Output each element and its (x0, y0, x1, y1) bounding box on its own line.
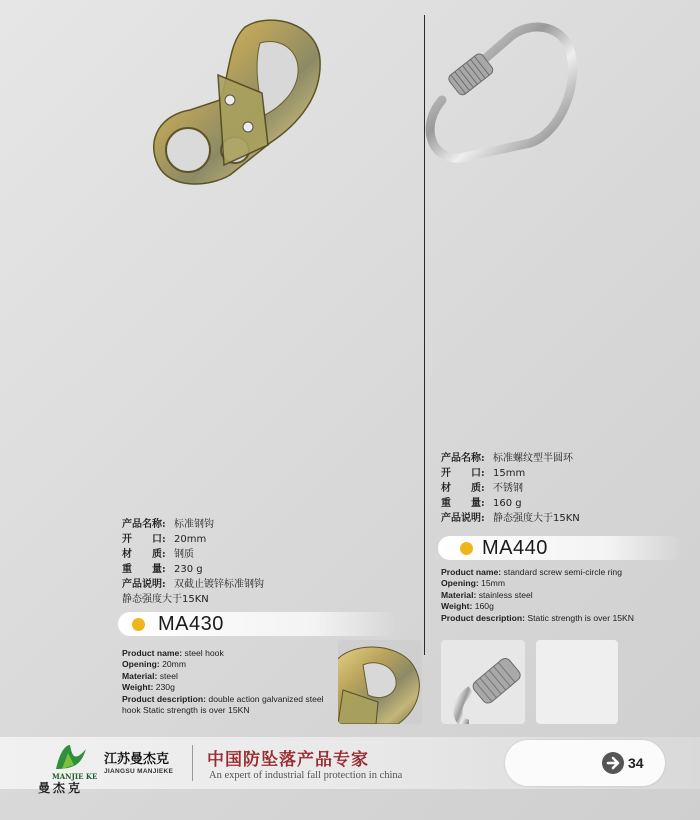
company-en: JIANGSU MANJIEKE (104, 768, 174, 775)
spec-row: 产品名称: 标准螺纹型半圆环 (441, 453, 573, 464)
model-pill-ma430 (118, 612, 398, 636)
model-pill-ma440 (438, 536, 683, 560)
right-cn-specs (441, 451, 681, 526)
arrow-right-icon (602, 752, 624, 774)
footer-band (0, 737, 700, 795)
right-en-specs (441, 567, 686, 624)
page-tab (505, 740, 665, 786)
screw-ring-thumbnail (441, 640, 525, 724)
spec-row: Opening: 15mm (441, 578, 505, 589)
spec-row: 产品说明: 静态强度大于15KN (441, 513, 580, 524)
spec-row: 产品名称: 标准钢钩 (122, 519, 214, 530)
spec-extra: 静态强度大于15KN (122, 594, 209, 605)
company-cn: 江苏曼杰克 (104, 752, 170, 767)
spec-row: Product name: steel hook (122, 648, 224, 658)
slogan-en: An expert of industrial fall protection in china (209, 770, 403, 781)
logo-cn: 曼杰克 (38, 781, 84, 795)
blank-thumbnail (536, 640, 618, 724)
left-cn-specs (122, 517, 382, 607)
logo-en: MANJIE KE (52, 772, 98, 781)
model-label: MA440 (482, 537, 548, 559)
steel-hook-thumbnail (338, 640, 422, 724)
spec-row: 开 口: 15mm (441, 468, 526, 479)
page-number: 34 (628, 755, 644, 771)
left-en-specs (122, 648, 337, 716)
spec-row: 材 质: 钢质 (122, 549, 194, 560)
spec-row: Weight: 160g (441, 601, 494, 612)
bullet-dot-icon (460, 542, 473, 555)
model-label: MA430 (158, 613, 224, 635)
spec-row: Opening: 20mm (122, 659, 186, 670)
spec-row: Material: steel (122, 670, 178, 681)
spec-row: 重 量: 160 g (441, 498, 522, 509)
spec-extra: hook Static strength is over 15KN (122, 705, 250, 716)
spec-row: 开 口: 20mm (122, 534, 207, 545)
screw-ring-image (410, 15, 585, 170)
slogan-cn: 中国防坠落产品专家 (207, 750, 369, 770)
spec-row: 重 量: 230 g (122, 564, 203, 575)
spec-row: Product name: standard screw semi-circle ring (441, 567, 622, 577)
footer-divider (192, 745, 193, 781)
spec-row: Material: stainless steel (441, 589, 533, 600)
spec-row: Weight: 230g (122, 682, 175, 693)
spec-row: 材 质: 不锈钢 (441, 483, 523, 494)
spec-row: Product description: double action galvanized steel (122, 693, 324, 704)
steel-hook-image (150, 15, 330, 190)
bullet-dot-icon (132, 618, 145, 631)
spec-row: Product description: Static strength is over 15KN (441, 612, 634, 623)
spec-row: 产品说明: 双截止镀锌标准钢钩 (122, 579, 264, 590)
